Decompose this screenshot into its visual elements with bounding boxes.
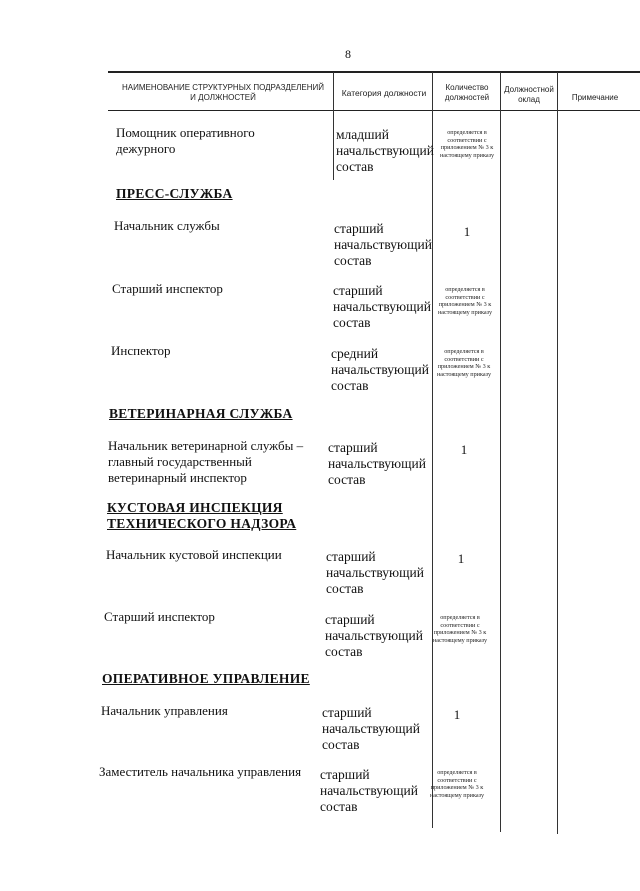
position-name: Начальник кустовой инспекции (106, 547, 282, 562)
section-heading: КУСТОВАЯ ИНСПЕКЦИЯ (107, 500, 283, 515)
table-top-rule (108, 71, 640, 73)
quantity-value: 1 (457, 551, 465, 566)
section-heading: ПРЕСС-СЛУЖБА (116, 186, 233, 201)
quantity-note: определяется в соответствии с приложением № 3 к настоящему приказу (429, 769, 485, 799)
header-quantity: Количество должностей (444, 83, 490, 102)
column-divider (500, 72, 501, 832)
quantity-value: 1 (453, 707, 461, 722)
position-category: старший начальствующий состав (334, 221, 432, 268)
position-name: Старший инспектор (112, 281, 223, 296)
position-category: старший начальствующий состав (333, 283, 431, 330)
header-category: Категория должности (341, 88, 427, 98)
column-divider (333, 72, 334, 180)
position-name: Старший инспектор (104, 609, 215, 624)
header-name: НАИМЕНОВАНИЕ СТРУКТУРНЫХ ПОДРАЗДЕЛЕНИЙ И ДОЛЖНОСТЕЙ (121, 83, 325, 102)
section-heading: ОПЕРАТИВНОЕ УПРАВЛЕНИЕ (102, 671, 310, 686)
position-name: Инспектор (111, 343, 171, 358)
position-name: Заместитель начальника управления (99, 764, 302, 779)
header-bottom-rule (108, 110, 640, 111)
position-category: старший начальствующий состав (325, 612, 423, 659)
quantity-note: определяется в соответствии с приложением № 3 к настоящему приказу (439, 129, 495, 159)
position-name: Начальник службы (114, 218, 220, 233)
header-note: Примечание (571, 93, 619, 102)
column-divider (557, 72, 558, 834)
quantity-value: 1 (463, 224, 471, 239)
position-name: Помощник оперативного дежурного (116, 125, 255, 156)
quantity-note: определяется в соответствии с приложением № 3 к настоящему приказу (437, 286, 493, 316)
position-category: средний начальствующий состав (331, 346, 429, 393)
position-category: старший начальствующий состав (326, 549, 424, 596)
page-number: 8 (345, 47, 351, 61)
position-category: старший начальствующий состав (322, 705, 420, 752)
position-category: старший начальствующий состав (320, 767, 418, 814)
section-heading: ТЕХНИЧЕСКОГО НАДЗОРА (107, 516, 297, 531)
section-heading: ВЕТЕРИНАРНАЯ СЛУЖБА (109, 406, 293, 421)
position-category: младший начальствующий состав (336, 127, 434, 174)
position-name: Начальник ветеринарной службы – главный государственный ветеринарный инспектор (108, 438, 304, 485)
quantity-note: определяется в соответствии с приложением № 3 к настоящему приказу (436, 348, 492, 378)
quantity-value: 1 (460, 442, 468, 457)
quantity-note: определяется в соответствии с приложением № 3 к настоящему приказу (432, 614, 488, 644)
header-salary: Должностной оклад (504, 85, 554, 104)
position-name: Начальник управления (101, 703, 228, 718)
position-category: старший начальствующий состав (328, 440, 426, 487)
